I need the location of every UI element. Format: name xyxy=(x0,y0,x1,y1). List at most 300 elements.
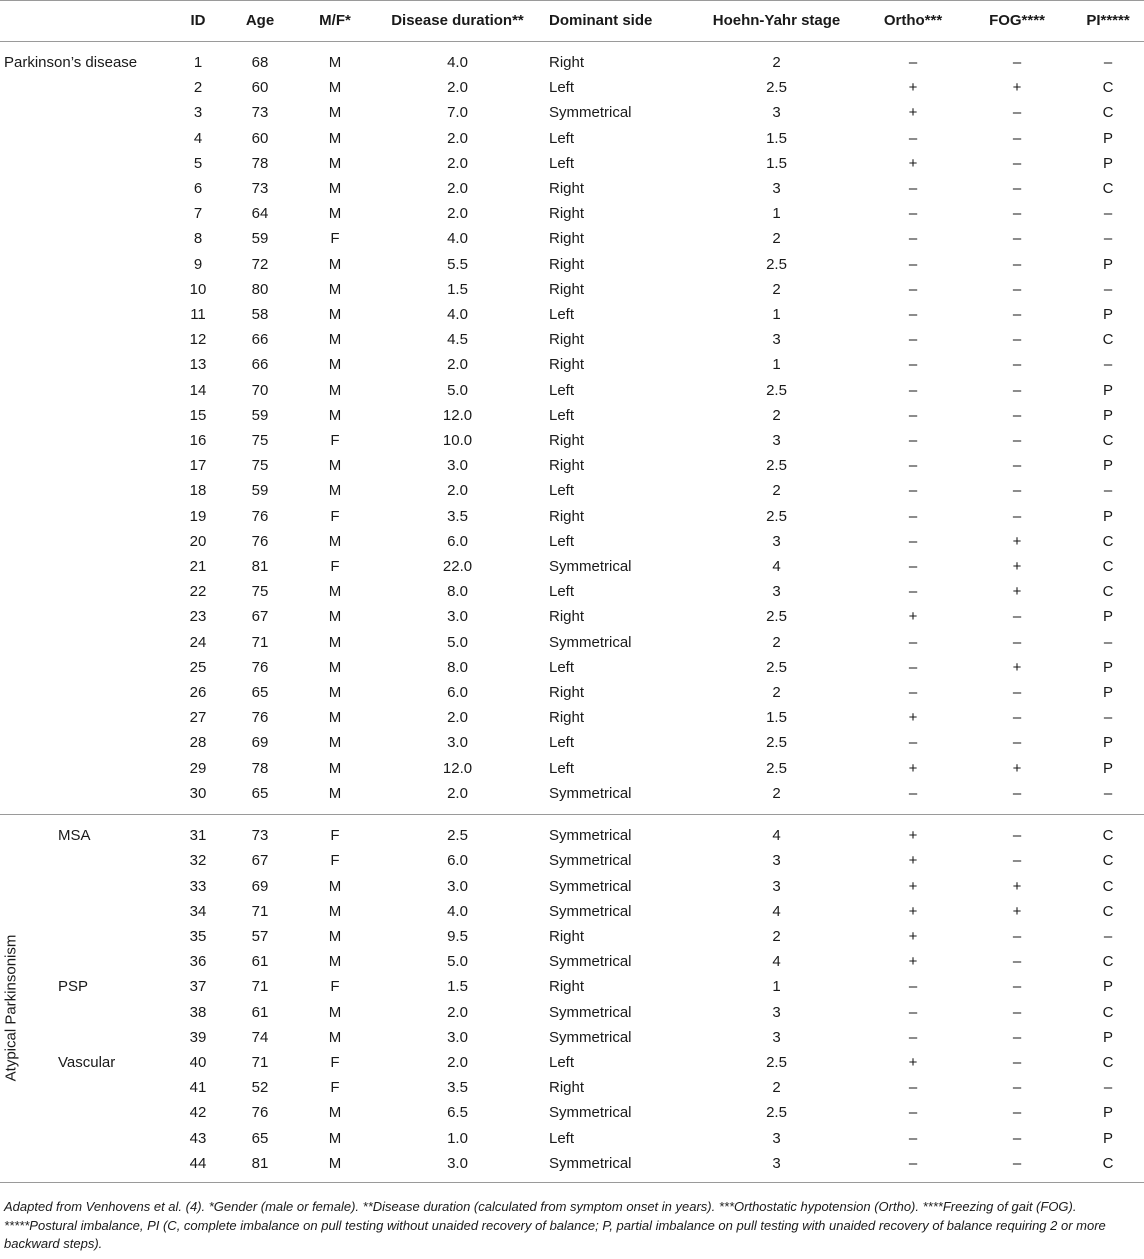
cell-fog: – xyxy=(1012,852,1022,870)
cell-fog: – xyxy=(1012,1104,1022,1122)
cell-fog: – xyxy=(1012,331,1022,349)
group-label xyxy=(0,327,170,352)
cell-age: 80 xyxy=(251,280,269,298)
table-body xyxy=(0,42,1144,1183)
cell-duration: 2.0 xyxy=(447,154,468,172)
cell-side: Right xyxy=(549,54,585,71)
atypical-parkinsonism-label: Atypical Parkinsonism xyxy=(2,934,20,1082)
cell-id: 2 xyxy=(193,79,203,97)
cell-side: Left xyxy=(549,1129,575,1147)
cell-id: 38 xyxy=(189,1003,207,1021)
row-divider xyxy=(0,815,1144,824)
cell-ortho: – xyxy=(908,1129,918,1147)
cell-id: 18 xyxy=(189,482,207,500)
cell-id: 37 xyxy=(189,978,207,996)
cell-duration: 1.5 xyxy=(447,280,468,298)
cell-side: Symmetrical xyxy=(549,1104,632,1122)
cell-fog: + xyxy=(1012,902,1022,920)
table-row xyxy=(0,579,1144,604)
header-pi: PI***** xyxy=(1086,12,1130,29)
cell-duration: 8.0 xyxy=(447,658,468,676)
cell-pi: P xyxy=(1102,1129,1113,1147)
cell-sex: M xyxy=(328,1003,342,1021)
cell-ortho: – xyxy=(908,583,918,601)
cell-hy: 2 xyxy=(772,482,781,500)
cell-age: 67 xyxy=(251,608,269,626)
cell-side: Right xyxy=(549,927,585,945)
group-label xyxy=(0,1000,170,1025)
cell-side: Right xyxy=(549,507,585,525)
table-row xyxy=(0,151,1144,176)
cell-hy: 4 xyxy=(772,827,781,845)
cell-age: 57 xyxy=(251,927,269,945)
group-label xyxy=(0,899,170,924)
cell-sex: M xyxy=(328,633,342,651)
cell-hy: 4 xyxy=(772,953,781,971)
cell-duration: 3.5 xyxy=(447,507,468,525)
header-group xyxy=(0,1,170,42)
row-divider xyxy=(0,1176,1144,1183)
cell-hy: 3 xyxy=(772,1129,781,1147)
cell-id: 12 xyxy=(189,331,207,349)
cell-duration: 2.0 xyxy=(447,784,468,802)
cell-hy: 4 xyxy=(772,558,781,576)
header-age: Age xyxy=(245,12,275,29)
cell-fog: – xyxy=(1012,205,1022,223)
cell-fog: – xyxy=(1012,978,1022,996)
cell-pi: C xyxy=(1102,852,1114,870)
cell-age: 76 xyxy=(251,507,269,525)
cell-age: 73 xyxy=(251,180,269,198)
group-label xyxy=(0,277,170,302)
cell-age: 70 xyxy=(251,381,269,399)
cell-hy: 1 xyxy=(772,356,781,374)
cell-id: 36 xyxy=(189,953,207,971)
group-label xyxy=(0,453,170,478)
cell-ortho: – xyxy=(908,507,918,525)
cell-ortho: – xyxy=(908,684,918,702)
cell-side: Symmetrical xyxy=(549,1154,632,1172)
cell-side: Left xyxy=(549,583,575,601)
cell-id: 11 xyxy=(190,306,206,324)
cell-ortho: – xyxy=(908,1003,918,1021)
cell-age: 71 xyxy=(251,902,269,920)
cell-ortho: + xyxy=(908,953,918,971)
cell-pi: – xyxy=(1103,633,1113,651)
cell-duration: 2.0 xyxy=(447,79,468,97)
cell-sex: M xyxy=(328,583,342,601)
cell-duration: 3.0 xyxy=(447,608,468,626)
table-row xyxy=(0,478,1144,503)
cell-pi: P xyxy=(1102,1028,1113,1046)
cell-sex: M xyxy=(328,927,342,945)
cell-ortho: + xyxy=(908,1053,918,1071)
cell-duration: 3.0 xyxy=(447,457,468,475)
table-row xyxy=(0,378,1144,403)
cell-sex: M xyxy=(328,280,342,298)
group-label xyxy=(0,1075,170,1100)
group-label xyxy=(0,302,170,327)
cell-ortho: – xyxy=(908,432,918,450)
cell-age: 59 xyxy=(251,406,269,424)
cell-side: Right xyxy=(549,608,585,626)
table-row xyxy=(0,680,1144,705)
cell-duration: 3.0 xyxy=(447,1154,468,1172)
cell-fog: – xyxy=(1012,356,1022,374)
cell-hy: 3 xyxy=(772,852,781,870)
cell-age: 76 xyxy=(251,532,269,550)
cell-id: 23 xyxy=(189,608,207,626)
cell-fog: + xyxy=(1012,558,1022,576)
cell-duration: 5.0 xyxy=(447,953,468,971)
cell-fog: – xyxy=(1012,1154,1022,1172)
cell-side: Symmetrical xyxy=(549,633,632,651)
cell-ortho: + xyxy=(908,877,918,895)
cell-fog: – xyxy=(1012,1003,1022,1021)
cell-fog: – xyxy=(1012,734,1022,752)
cell-fog: + xyxy=(1012,79,1022,97)
cell-pi: P xyxy=(1102,507,1113,525)
cell-side: Left xyxy=(549,658,575,676)
cell-pi: C xyxy=(1102,558,1114,576)
cell-side: Left xyxy=(549,759,575,777)
table-row xyxy=(0,504,1144,529)
cell-side: Left xyxy=(549,532,575,550)
cell-duration: 2.5 xyxy=(447,827,468,845)
group-label xyxy=(0,756,170,781)
table-row xyxy=(0,974,1144,999)
cell-pi: P xyxy=(1102,658,1113,676)
cell-age: 73 xyxy=(251,827,269,845)
cell-id: 40 xyxy=(189,1053,207,1071)
cell-ortho: – xyxy=(908,1154,918,1172)
group-label xyxy=(0,874,170,899)
group-label xyxy=(0,252,170,277)
cell-duration: 6.0 xyxy=(447,852,468,870)
cell-hy: 2 xyxy=(772,784,781,802)
cell-duration: 8.0 xyxy=(447,583,468,601)
cell-pi: C xyxy=(1102,1154,1114,1172)
cell-hy: 3 xyxy=(772,180,781,198)
cell-sex: F xyxy=(330,507,340,525)
cell-age: 78 xyxy=(251,154,269,172)
cell-ortho: + xyxy=(908,79,918,97)
table-row xyxy=(0,226,1144,251)
cell-duration: 6.0 xyxy=(447,532,468,550)
cell-sex: F xyxy=(330,432,340,450)
cell-fog: – xyxy=(1012,54,1022,71)
cell-fog: – xyxy=(1012,457,1022,475)
cell-ortho: + xyxy=(908,104,918,122)
cell-ortho: – xyxy=(908,180,918,198)
cell-sex: M xyxy=(328,129,342,147)
cell-hy: 2 xyxy=(772,927,781,945)
cell-sex: F xyxy=(330,1053,340,1071)
cell-age: 59 xyxy=(251,482,269,500)
cell-hy: 1 xyxy=(772,978,781,996)
table-row xyxy=(0,277,1144,302)
cell-sex: M xyxy=(328,1104,342,1122)
group-label xyxy=(0,848,170,873)
cell-hy: 3 xyxy=(772,583,781,601)
cell-sex: M xyxy=(328,79,342,97)
cell-sex: M xyxy=(328,902,342,920)
group-label xyxy=(0,151,170,176)
cell-fog: – xyxy=(1012,1129,1022,1147)
cell-duration: 3.0 xyxy=(447,734,468,752)
cell-age: 75 xyxy=(251,432,269,450)
cell-id: 41 xyxy=(189,1079,207,1097)
table-row xyxy=(0,302,1144,327)
table-row xyxy=(0,823,1144,848)
table-row xyxy=(0,126,1144,151)
table-row xyxy=(0,201,1144,226)
cell-id: 24 xyxy=(189,633,207,651)
cell-hy: 1 xyxy=(772,205,781,223)
table-row xyxy=(0,756,1144,781)
cell-side: Right xyxy=(549,709,585,727)
cell-sex: F xyxy=(330,852,340,870)
cell-ortho: – xyxy=(908,255,918,273)
cell-fog: – xyxy=(1012,784,1022,802)
cell-duration: 5.5 xyxy=(447,255,468,273)
cell-age: 78 xyxy=(251,759,269,777)
cell-sex: F xyxy=(330,1079,340,1097)
table-row xyxy=(0,949,1144,974)
cell-side: Right xyxy=(549,978,585,996)
cell-age: 71 xyxy=(251,1053,269,1071)
cell-id: 13 xyxy=(189,356,207,374)
cell-ortho: – xyxy=(908,658,918,676)
cell-ortho: – xyxy=(908,1028,918,1046)
cell-sex: M xyxy=(328,154,342,172)
cell-fog: – xyxy=(1012,280,1022,298)
cell-sex: M xyxy=(328,1154,342,1172)
cell-ortho: – xyxy=(908,356,918,374)
table-row xyxy=(0,655,1144,680)
cell-sex: F xyxy=(330,978,340,996)
cell-duration: 2.0 xyxy=(447,356,468,374)
cell-duration: 3.0 xyxy=(447,1028,468,1046)
table-row xyxy=(0,529,1144,554)
cell-side: Symmetrical xyxy=(549,1003,632,1021)
header-fog: FOG**** xyxy=(989,12,1045,29)
cell-age: 81 xyxy=(251,1154,269,1172)
cell-fog: – xyxy=(1012,306,1022,324)
cell-age: 65 xyxy=(251,784,269,802)
cell-side: Left xyxy=(549,129,575,147)
group-label xyxy=(0,781,170,806)
cell-pi: C xyxy=(1102,331,1114,349)
cell-age: 75 xyxy=(251,583,269,601)
cell-side: Right xyxy=(549,432,585,450)
table-row xyxy=(0,428,1144,453)
table-row xyxy=(0,1151,1144,1176)
cell-id: 30 xyxy=(189,784,207,802)
cell-fog: – xyxy=(1012,432,1022,450)
cell-id: 14 xyxy=(189,381,207,399)
table-row xyxy=(0,1075,1144,1100)
group-label xyxy=(0,604,170,629)
cell-ortho: – xyxy=(908,54,918,71)
cell-pi: C xyxy=(1102,877,1114,895)
cell-pi: P xyxy=(1102,255,1113,273)
cell-ortho: – xyxy=(908,230,918,248)
cell-duration: 2.0 xyxy=(447,205,468,223)
cell-ortho: + xyxy=(908,827,918,845)
cell-hy: 2.5 xyxy=(766,658,787,676)
cell-ortho: + xyxy=(908,927,918,945)
cell-id: 10 xyxy=(189,280,207,298)
cell-sex: M xyxy=(328,784,342,802)
cell-hy: 2.5 xyxy=(766,608,787,626)
cell-duration: 2.0 xyxy=(447,1053,468,1071)
cell-duration: 9.5 xyxy=(447,927,468,945)
group-label xyxy=(0,504,170,529)
cell-pi: P xyxy=(1102,759,1113,777)
cell-ortho: – xyxy=(908,457,918,475)
group-label xyxy=(0,1151,170,1176)
cell-side: Right xyxy=(549,230,585,248)
cell-id: 8 xyxy=(193,230,203,248)
cell-age: 76 xyxy=(251,1104,269,1122)
cell-side: Right xyxy=(549,457,585,475)
cell-pi: P xyxy=(1102,684,1113,702)
table-row xyxy=(0,848,1144,873)
cell-pi: C xyxy=(1102,902,1114,920)
group-label xyxy=(0,226,170,251)
header-row xyxy=(0,1,1144,42)
cell-duration: 3.5 xyxy=(447,1079,468,1097)
cell-pi: C xyxy=(1102,432,1114,450)
cell-duration: 4.0 xyxy=(447,306,468,324)
cell-duration: 10.0 xyxy=(442,432,473,450)
cell-duration: 5.0 xyxy=(447,381,468,399)
cell-side: Left xyxy=(549,406,575,424)
cell-ortho: – xyxy=(908,1079,918,1097)
header-ortho: Ortho*** xyxy=(883,12,943,29)
cell-hy: 4 xyxy=(772,902,781,920)
cell-hy: 3 xyxy=(772,1028,781,1046)
cell-duration: 4.0 xyxy=(447,230,468,248)
cell-fog: + xyxy=(1012,532,1022,550)
header-dominant-side: Dominant side xyxy=(549,12,653,29)
cell-sex: F xyxy=(330,230,340,248)
table-row xyxy=(0,1050,1144,1075)
table-row xyxy=(0,1025,1144,1050)
cell-ortho: – xyxy=(908,978,918,996)
cell-pi: – xyxy=(1103,356,1113,374)
table-row xyxy=(0,352,1144,377)
cell-duration: 1.5 xyxy=(447,978,468,996)
row-divider xyxy=(0,42,1144,51)
cell-pi: – xyxy=(1103,280,1113,298)
cell-pi: – xyxy=(1103,54,1113,71)
cell-duration: 2.0 xyxy=(447,129,468,147)
cell-hy: 2.5 xyxy=(766,759,787,777)
cell-age: 66 xyxy=(251,331,269,349)
cell-id: 39 xyxy=(189,1028,207,1046)
table-row xyxy=(0,730,1144,755)
cell-fog: – xyxy=(1012,507,1022,525)
cell-sex: M xyxy=(328,482,342,500)
cell-pi: – xyxy=(1103,482,1113,500)
cell-hy: 3 xyxy=(772,331,781,349)
cell-hy: 1.5 xyxy=(766,709,787,727)
cell-age: 71 xyxy=(251,978,269,996)
cell-ortho: – xyxy=(908,381,918,399)
cell-age: 69 xyxy=(251,877,269,895)
cell-hy: 2.5 xyxy=(766,255,787,273)
cell-side: Right xyxy=(549,684,585,702)
cell-ortho: + xyxy=(908,709,918,727)
cell-age: 58 xyxy=(251,306,269,324)
cell-side: Left xyxy=(549,482,575,500)
cell-duration: 22.0 xyxy=(442,558,473,576)
cell-fog: – xyxy=(1012,709,1022,727)
cell-ortho: – xyxy=(908,129,918,147)
table-row xyxy=(0,781,1144,806)
cell-pi: P xyxy=(1102,381,1113,399)
cell-ortho: – xyxy=(908,280,918,298)
cell-sex: M xyxy=(328,356,342,374)
cell-duration: 12.0 xyxy=(442,406,473,424)
table-row xyxy=(0,176,1144,201)
cell-fog: – xyxy=(1012,684,1022,702)
cell-id: 5 xyxy=(193,154,203,172)
group-label xyxy=(0,100,170,125)
group-label xyxy=(0,730,170,755)
group-label xyxy=(0,1126,170,1151)
cell-duration: 6.0 xyxy=(447,684,468,702)
cell-pi: P xyxy=(1102,129,1113,147)
cell-age: 68 xyxy=(251,54,269,71)
cell-ortho: – xyxy=(908,306,918,324)
cell-hy: 2.5 xyxy=(766,1053,787,1071)
cell-id: 1 xyxy=(193,54,203,71)
group-label xyxy=(0,1100,170,1125)
cell-id: 33 xyxy=(189,877,207,895)
cell-side: Right xyxy=(549,255,585,273)
cell-age: 73 xyxy=(251,104,269,122)
cell-side: Symmetrical xyxy=(549,1028,632,1046)
cell-side: Symmetrical xyxy=(549,558,632,576)
cell-ortho: – xyxy=(908,331,918,349)
cell-ortho: + xyxy=(908,759,918,777)
cell-duration: 7.0 xyxy=(447,104,468,122)
cell-fog: – xyxy=(1012,255,1022,273)
cell-id: 43 xyxy=(189,1129,207,1147)
cell-sex: F xyxy=(330,558,340,576)
cell-fog: – xyxy=(1012,381,1022,399)
cell-age: 67 xyxy=(251,852,269,870)
cell-id: 17 xyxy=(189,457,207,475)
cell-age: 69 xyxy=(251,734,269,752)
table-footnote: Adapted from Venhovens et al. (4). *Gender (male or female). **Disease duration (calculated from symptom onset in years). ***Orthostatic hypotension (Ortho). ****Freezing of gait (FOG). *****Postural imbalance, PI (C, complete imbalance on pull testing without unaided recovery of balance; P, partial imbalance on pull testing with unaided recovery of balance requiring 2 or more backward steps). xyxy=(4,1199,1106,1251)
cell-id: 26 xyxy=(189,684,207,702)
cell-fog: – xyxy=(1012,154,1022,172)
group-label xyxy=(0,378,170,403)
cell-side: Symmetrical xyxy=(549,784,632,802)
cell-age: 64 xyxy=(251,205,269,223)
cell-side: Right xyxy=(549,356,585,374)
cell-ortho: + xyxy=(908,902,918,920)
cell-duration: 12.0 xyxy=(442,759,473,777)
cell-pi: P xyxy=(1102,978,1113,996)
cell-hy: 2.5 xyxy=(766,381,787,399)
cell-fog: + xyxy=(1012,583,1022,601)
group-label xyxy=(0,554,170,579)
